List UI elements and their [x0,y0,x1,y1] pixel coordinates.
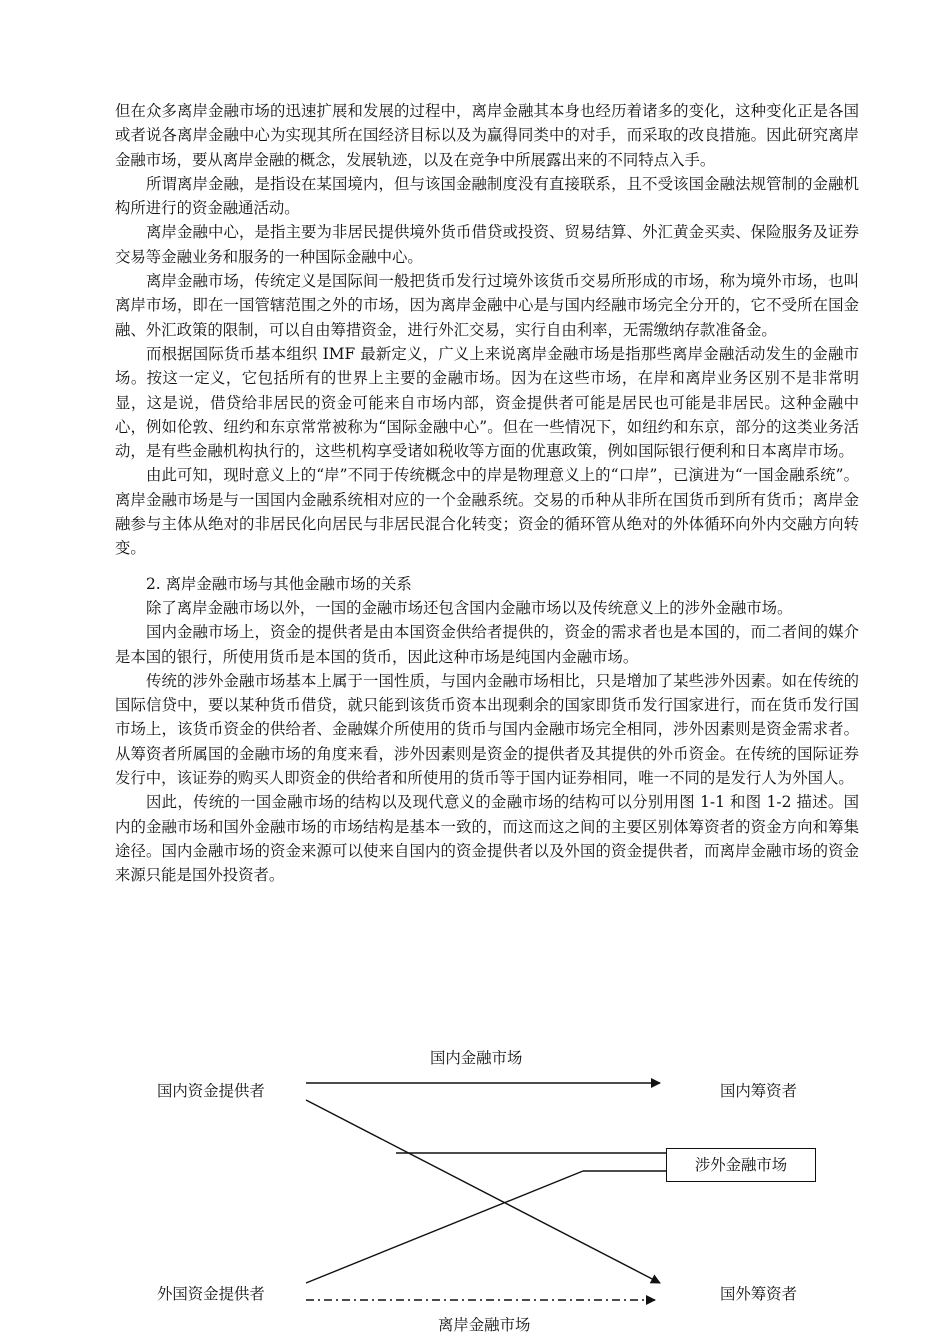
paragraph-offshore-market-traditional: 离岸金融市场，传统定义是国际间一般把货币发行过境外该货币交易所形成的市场，称为境外市场，也叫离岸市场，即在一国管辖范围之外的市场，因为离岸金融中心是与国内经融市场完全分开的，它不受所在国金融、外汇政策的限制，可以自由筹措资金，进行外汇交易，实行自由利率，无需缴纳存款准备金。 [115,272,859,339]
body-text [115,99,859,888]
section-heading: 2. 离岸金融市场与其他金融市场的关系 [146,574,412,593]
offshore-market-label: 离岸金融市场 [438,1316,531,1334]
paragraph-structure-summary: 因此，传统的一国金融市场的结构以及现代意义的金融市场的结构可以分别用图 1-1 和图 1-2 描述。国内的金融市场和国外金融市场的市场结构是基本一致的，而这而这之间的主要区别体筹资者的资金方向和筹集途径。国内金融市场的资金来源可以使来自国内的资金提供者以及外国的资金提供者，而离岸金融市场的资金来源只能是国外投资者。 [115,793,859,885]
diagram-arrows [0,1030,950,1344]
domestic-borrower-label: 国内筹资者 [720,1082,797,1100]
paragraph-foreign-related-market: 传统的涉外金融市场基本上属于一国性质，与国内金融市场相比，只是增加了某些涉外因素。如在传统的国际信贷中，要以某种货币借贷，就只能到该货币资本出现剩余的国家即货币发行国家进行，而在货币发行国市场上，该货币资金的供给者、金融媒介所使用的货币与国内金融市场完全相同，涉外因素则是资金需求者。从筹资者所属国的金融市场的角度来看，涉外因素则是资金的提供者及其提供的外币资金。在传统的国际证券发行中，该证券的购买人即资金的供给者和所使用的货币等于国内证券相同，唯一不同的是发行人为外国人。 [115,671,859,788]
paragraph-domestic-market: 国内金融市场上，资金的提供者是由本国资金供给者提供的，资金的需求者也是本国的，而二者间的媒介是本国的银行，所使用货币是本国的货币，因此这种市场是纯国内金融市场。 [115,623,859,666]
arrow-domestic-to-foreign-borrower [306,1100,660,1283]
domestic-market-label: 国内金融市场 [430,1049,523,1067]
foreign-borrower-label: 国外筹资者 [720,1285,797,1303]
paragraph-imf-definition: 而根据国际货币基本组织 IMF 最新定义，广义上来说离岸金融市场是指那些离岸金融活动发生的金融市场。按这一定义，它包括所有的世界上主要的金融市场。因为在这些市场，在岸和离岸业务区别不是非常明显，这是说，借贷给非居民的资金可能来自市场内部，资金提供者可能是居民也可能是非居民。这种金融中心，例如伦敦、纽约和东京常常被称为“国际金融中心”。但在一些情况下，如纽约和东京，部分的这类业务活动，是有些金融机构执行的，这些机构享受诸如税收等方面的优惠政策，例如国际银行便利和日本离岸市场。 [115,344,859,461]
foreign-related-market-box [666,1148,816,1182]
domestic-supplier-label: 国内资金提供者 [157,1082,265,1100]
paragraph-shore-meaning: 由此可知，现时意义上的“岸”不同于传统概念中的岸是物理意义上的“口岸”，已演进为“一国金融系统”。离岸金融市场是与一国国内金融系统相对应的一个金融系统。交易的币种从非所在国货币到所有货币；离岸金融参与主体从绝对的非居民化向居民与非居民混合化转变；资金的循环管从绝对的外体循环向外内交融方向转变。 [115,466,859,558]
paragraph-market-types: 除了离岸金融市场以外，一国的金融市场还包含国内金融市场以及传统意义上的涉外金融市场。 [146,598,793,617]
paragraph-intro: 但在众多离岸金融市场的迅速扩展和发展的过程中，离岸金融其本身也经历着诸多的变化，这种变化正是各国或者说各离岸金融中心为实现其所在国经济目标以及为赢得同类中的对手，而采取的改良措施。因此研究离岸金融市场，要从离岸金融的概念，发展轨迹，以及在竞争中所展露出来的不同特点入手。 [115,102,859,169]
paragraph-offshore-finance-definition: 所谓离岸金融，是指设在某国境内，但与该国金融制度没有直接联系，且不受该国金融法规管制的金融机构所进行的资金融通活动。 [115,174,859,218]
paragraph-offshore-center-definition: 离岸金融中心，是指主要为非居民提供境外货币借贷或投资、贸易结算、外汇黄金买卖、保险服务及证券交易等金融业务和服务的一种国际金融中心。 [115,223,859,266]
market-structure-diagram [0,1030,950,1344]
arrow-foreign-supplier-up [306,1171,583,1283]
foreign-supplier-label: 外国资金提供者 [157,1285,265,1303]
foreign-related-market-label: 涉外金融市场 [694,1156,788,1174]
